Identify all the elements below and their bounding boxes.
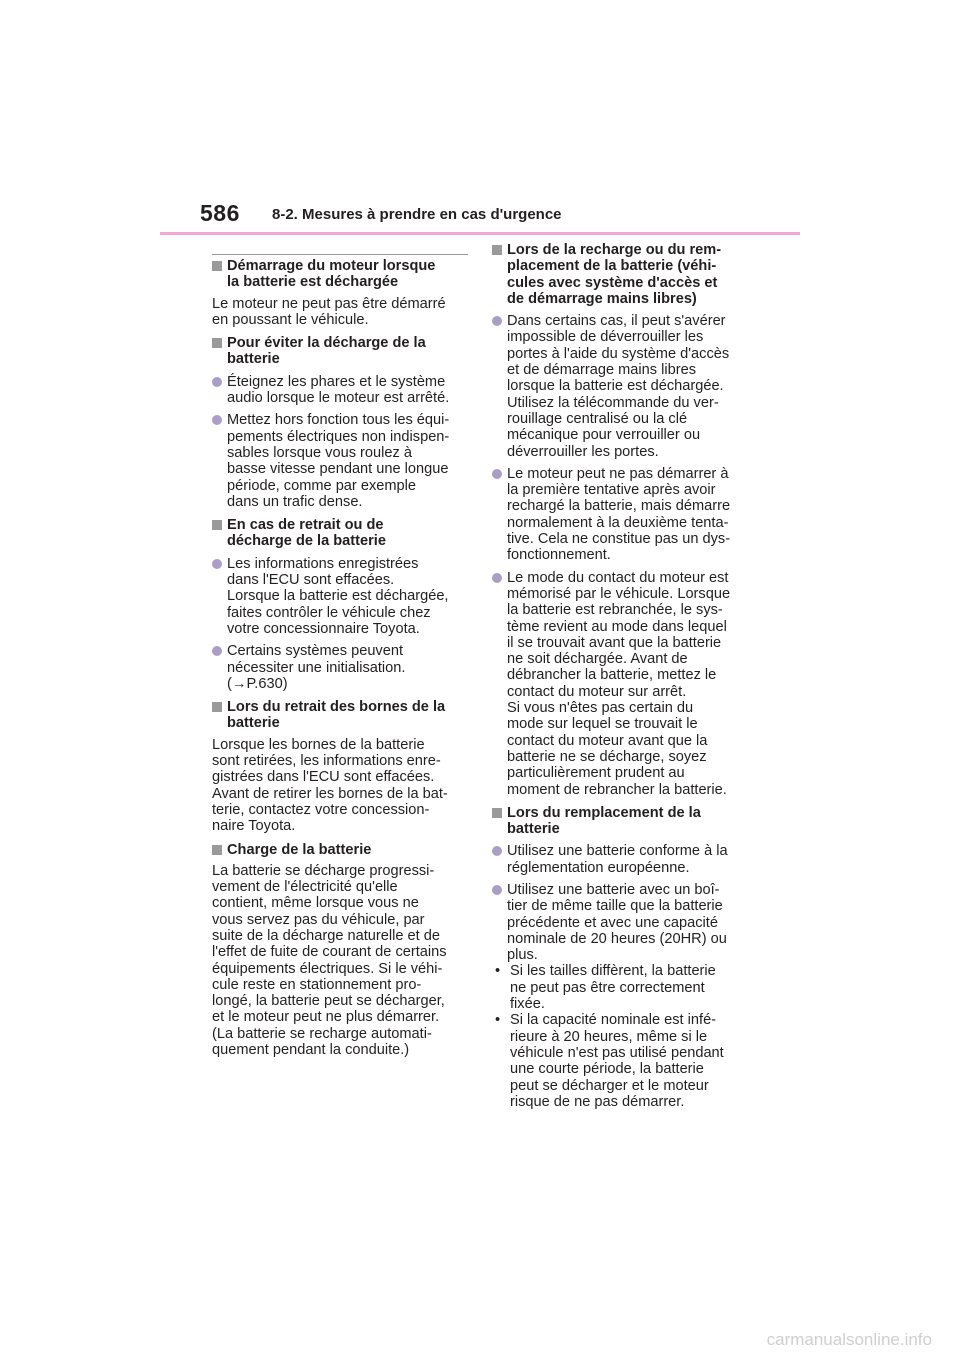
text-line: impossible de déverrouiller les [507,329,704,346]
text-line: sont retirées, les informations enre- [212,753,441,770]
text-line: et de démarrage mains libres [507,362,696,379]
text-line: Si la capacité nominale est infé- [510,1012,717,1029]
left-column [212,258,470,1058]
watermark-text: carmanualsonline.info [766,1330,932,1349]
text-line: fixée. [510,996,545,1013]
text-line: ne soit déchargée. Avant de [507,651,688,668]
circle-bullet-icon [492,573,502,583]
item-eteignez-phares [212,374,470,407]
text-line: batterie [227,351,280,368]
text-line: mémorisé par le véhicule. Lorsque [507,585,731,602]
text-line: naire Toyota. [212,818,296,835]
text-line: batterie [227,715,280,732]
square-bullet-icon [212,702,222,712]
text-line: Les informations enregistrées [227,555,419,572]
text-line: Démarrage du moteur lorsque [227,258,436,274]
text-line: sables lorsque vous roulez à [227,444,412,461]
text-line: batterie ne se décharge, soyez [507,748,707,765]
text-line: débrancher la batterie, mettez le [507,667,717,684]
text-line: quement pendant la conduite.) [212,1042,410,1059]
text-line: La batterie se décharge progressi- [212,862,435,879]
text-line: risque de ne pas démarrer. [510,1093,685,1110]
heading-retrait-decharge [212,517,470,550]
text-line: la première tentative après avoir [507,482,716,499]
text-line: fonctionnement. [507,547,611,564]
heading-charge-batterie [212,842,470,858]
text-line: rechargé la batterie, mais démarre [507,498,731,515]
text-line: une courte période, la batterie [510,1061,704,1078]
sub-capacite-inferieure [492,1012,754,1110]
square-bullet-icon [492,808,502,818]
text-line: Utilisez une batterie avec un boî- [507,881,720,898]
text-line: vous servez pas du véhicule, par [212,911,425,928]
paragraph-charge-batterie [212,863,470,1059]
text-line: il se trouvait avant que la batterie [507,634,722,651]
circle-bullet-icon [492,316,502,326]
item-mode-contact [492,570,754,798]
square-bullet-icon [212,520,222,530]
text-line: En cas de retrait ou de [227,517,384,534]
text-line: batterie [507,821,560,838]
text-line: placement de la batterie (véhi- [507,258,717,275]
text-line: Le mode du contact du moteur est [507,569,729,586]
text-line: Si vous n'êtes pas certain du [507,700,694,717]
text-line: Charge de la batterie [227,841,372,858]
item-reglementation [492,843,754,876]
text-line: l'effet de fuite de courant de certains [212,944,447,961]
text-line: moment de rebrancher la batterie. [507,781,727,798]
text-line: contact du moteur avant que la [507,732,708,749]
text-line: particulièrement prudent au [507,765,685,782]
text-line: nominale de 20 heures (20HR) ou [507,930,727,947]
text-line: Si les tailles diffèrent, la batterie [510,963,716,980]
text-line: cules avec système d'accès et [507,274,718,291]
text-line: Utilisez la télécommande du ver- [507,394,719,411]
item-premiere-tentative [492,466,754,564]
text-line: Utilisez une batterie conforme à la [507,843,728,860]
text-line: tier de même taille que la batterie [507,898,723,915]
right-column [492,242,754,1110]
text-line: plus. [507,947,538,964]
text-line: (La batterie se recharge automati- [212,1025,432,1042]
sub-bullet-icon: • [495,1012,501,1029]
circle-bullet-icon [492,846,502,856]
paragraph-demarrage [212,296,470,329]
text-line: nécessiter une initialisation. [227,659,406,676]
text-line: dans l'ECU sont effacées. [227,572,395,589]
sub-tailles-differentes [492,963,754,1012]
page-number: 586 [200,200,240,226]
item-deverrouiller-portes [492,313,754,460]
text-line: en poussant le véhicule. [212,311,369,328]
text-line: Mettez hors fonction tous les équi- [227,412,450,429]
text-line: précédente et avec une capacité [507,914,718,931]
text-line: Lorsque les bornes de la batterie [212,736,425,753]
text-line: réglementation européenne. [507,859,690,876]
text-line: contient, même lorsque vous ne [212,895,419,912]
sub-bullet-icon: • [495,963,501,980]
square-bullet-icon [212,261,222,271]
text-line: Dans certains cas, il peut s'avérer [507,313,726,330]
text-line: Lors du remplacement de la [507,804,701,821]
circle-bullet-icon [212,646,222,656]
item-mettez-hors-fonction [212,412,470,510]
text-line: équipements électriques. Si le véhi- [212,960,443,977]
text-line: ne peut pas être correctement [510,979,705,996]
heading-eviter-decharge [212,335,470,368]
text-line: (→P.630) [227,675,288,692]
text-line: tive. Cela ne constitue pas un dys- [507,531,731,548]
circle-bullet-icon [492,469,502,479]
text-line: votre concessionnaire Toyota. [227,620,420,637]
square-bullet-icon [492,245,502,255]
text-line: vement de l'électricité qu'elle [212,879,398,896]
text-line: gistrées dans l'ECU sont effacées. [212,769,435,786]
text-line: portes à l'aide du système d'accès [507,345,730,362]
text-line: mode sur lequel se trouvait le [507,716,698,733]
section-title: 8-2. Mesures à prendre en cas d'urgence [272,206,562,223]
text-line: Éteignez les phares et le système [227,373,446,390]
heading-retrait-bornes [212,699,470,732]
text-line: décharge de la batterie [227,533,386,550]
text-line: la batterie est déchargée [227,274,399,291]
text-line: de démarrage mains libres) [507,290,697,307]
item-initialisation [212,643,470,692]
text-line: Lors de la recharge ou du rem- [507,242,722,258]
text-line: audio lorsque le moteur est arrêté. [227,390,450,407]
text-line: terie, contactez votre concession- [212,801,430,818]
text-line: normalement à la deuxième tenta- [507,514,729,531]
column-divider-rule [212,254,468,255]
circle-bullet-icon [212,559,222,569]
item-meme-taille [492,882,754,963]
heading-recharge-remplacement [492,242,754,307]
text-line: Le moteur ne peut pas être démarré [212,295,446,312]
text-line: et le moteur peut ne plus démarrer. [212,1009,440,1026]
text-line: dans un trafic dense. [227,493,363,510]
text-line: suite de la décharge naturelle et de [212,927,440,944]
text-line: Lorsque la batterie est déchargée, [227,588,449,605]
text-line: mécanique pour verrouiller ou [507,427,701,444]
text-line: lorsque la batterie est déchargée. [507,378,724,395]
heading-remplacement-batterie [492,805,754,838]
text-line: Pour éviter la décharge de la [227,335,426,352]
text-line: rieure à 20 heures, même si le [510,1028,708,1045]
square-bullet-icon [212,338,222,348]
text-line: contact du moteur sur arrêt. [507,683,687,700]
text-line: période, comme par exemple [227,477,416,494]
circle-bullet-icon [212,415,222,425]
text-line: tème revient au mode dans lequel [507,618,727,635]
text-line: Lors du retrait des bornes de la [227,699,446,716]
text-line: déverrouiller les portes. [507,443,659,460]
text-line: peut se décharger et le moteur [510,1077,709,1094]
text-line: la batterie est rebranchée, le sys- [507,602,723,619]
text-line: Le moteur peut ne pas démarrer à [507,465,729,482]
paragraph-retrait-bornes [212,737,470,835]
text-line: pements électriques non indispen- [227,428,450,445]
text-line: cule reste en stationnement pro- [212,976,422,993]
text-line: longé, la batterie peut se décharger, [212,993,445,1010]
circle-bullet-icon [492,885,502,895]
text-line: Certains systèmes peuvent [227,643,404,660]
circle-bullet-icon [212,377,222,387]
header-rule [160,232,800,235]
text-line: rouillage centralisé ou la clé [507,410,688,427]
item-informations-ecu [212,556,470,637]
heading-demarrage [212,258,470,291]
text-line: basse vitesse pendant une longue [227,461,449,478]
text-line: faites contrôler le véhicule chez [227,604,431,621]
square-bullet-icon [212,845,222,855]
text-line: véhicule n'est pas utilisé pendant [510,1044,724,1061]
text-line: Avant de retirer les bornes de la bat- [212,785,448,802]
